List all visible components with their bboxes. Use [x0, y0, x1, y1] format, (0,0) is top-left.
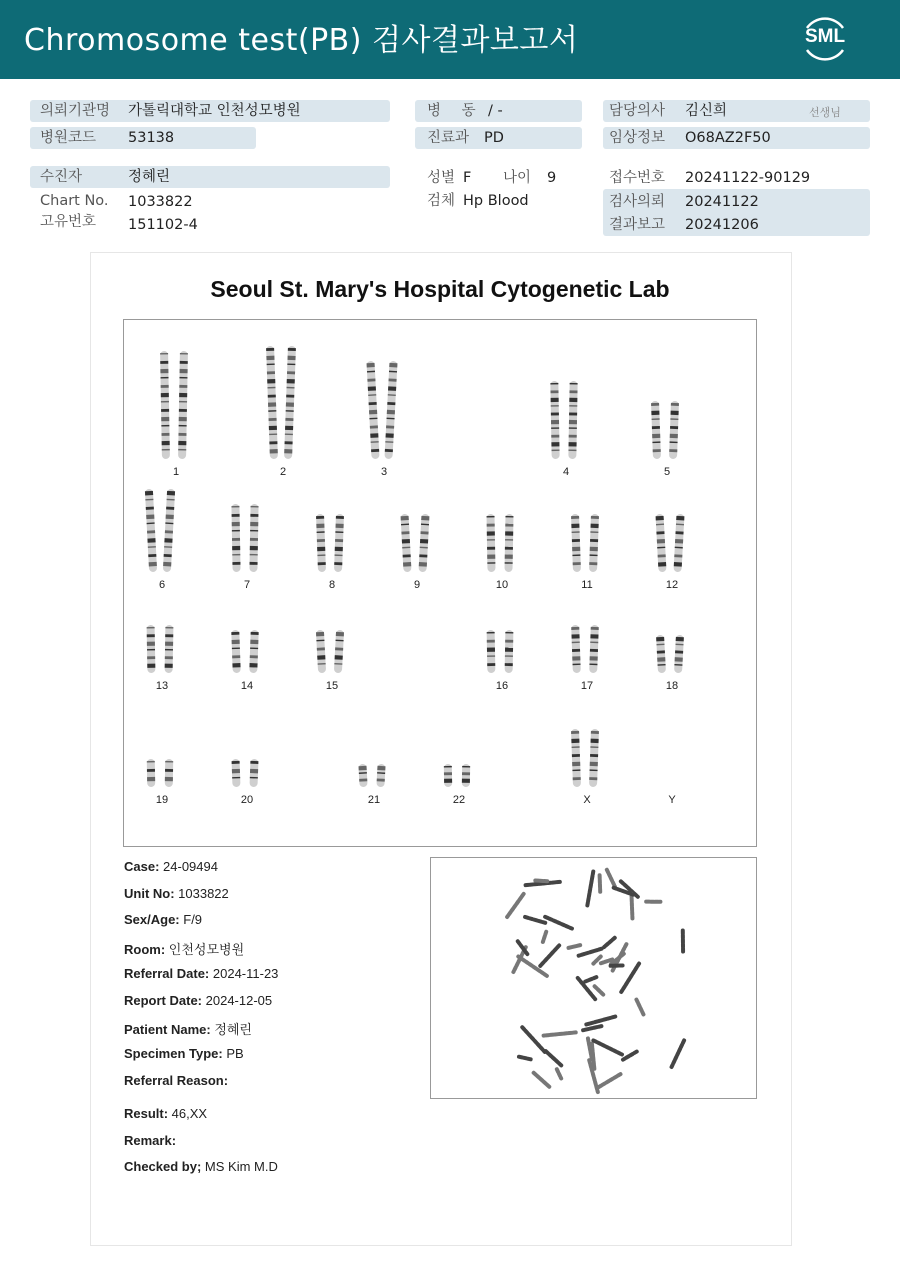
chromosome-label-16: 16 — [495, 680, 509, 692]
report-info-line — [124, 966, 278, 981]
chromosome-pair-1 — [153, 350, 199, 460]
metaphase-chromosome — [568, 945, 580, 948]
age-label: 나이 — [503, 170, 532, 186]
report-info-line — [124, 1046, 244, 1061]
chart-value: 1033822 — [128, 194, 193, 210]
chromosome-pair-4 — [543, 380, 589, 460]
ward-label: 병 동 — [427, 103, 484, 119]
report-info-label: Referral Date: — [124, 966, 210, 981]
report-info-line — [124, 1073, 228, 1088]
metaphase-chromosome — [507, 894, 524, 917]
chromosome-label-11: 11 — [581, 579, 593, 591]
metaphase-chromosome — [598, 1074, 621, 1088]
chromosome-pair-3 — [361, 360, 407, 460]
chromosome-pair-7 — [224, 503, 270, 573]
chromosome-label-4: 4 — [562, 466, 570, 478]
chromosome-pair-6 — [139, 488, 185, 573]
chromosome-label-8: 8 — [328, 579, 336, 591]
report-info-label: Patient Name: — [124, 1022, 211, 1037]
chromosome-label-10: 10 — [495, 579, 509, 591]
report-info-value: 2024-11-23 — [209, 966, 279, 981]
report-info-line — [124, 1159, 278, 1174]
metaphase-chromosome — [600, 875, 601, 892]
metaphase-chromosome — [546, 1051, 562, 1066]
report-info-value: PB — [222, 1046, 244, 1061]
metaphase-chromosome — [535, 880, 547, 881]
report-info-line — [124, 886, 229, 901]
metaphase-chromosome — [534, 1073, 550, 1087]
chromosome-pair-18 — [649, 634, 695, 674]
report-title: Chromosome test(PB) 검사결과보고서 — [24, 23, 579, 58]
chromosome-label-2: 2 — [279, 466, 287, 478]
chromosome-label-21: 21 — [367, 794, 381, 806]
chromosome-pair-15 — [309, 629, 355, 674]
chromosome-pair-14 — [224, 629, 270, 674]
metaphase-chromosome — [519, 1057, 531, 1060]
chromosome-label-15: 15 — [325, 680, 339, 692]
metaphase-chromosome — [607, 870, 615, 887]
metaphase-chromosome — [587, 871, 593, 906]
metaphase-chromosome — [621, 964, 639, 992]
chromosome-label-3: 3 — [380, 466, 388, 478]
chromosome-label-13: 13 — [155, 680, 169, 692]
report-info-line — [124, 939, 244, 958]
metaphase-chromosome — [543, 932, 546, 942]
doctor-label: 담당의사 — [609, 103, 666, 119]
result-report-value: 20241206 — [685, 217, 759, 233]
dept-label: 진료과 — [427, 130, 470, 146]
chromosome-pair-17 — [564, 624, 610, 674]
chromosome-label-6: 6 — [158, 579, 166, 591]
metaphase-spread — [430, 857, 757, 1099]
chromosome-pair-21 — [351, 763, 397, 788]
chromosome-label-18: 18 — [665, 680, 679, 692]
report-info-value: 1033822 — [174, 886, 229, 901]
report-info-value: 인천성모병원 — [165, 942, 245, 957]
report-info-label: Report Date: — [124, 993, 203, 1008]
report-info-line — [124, 1106, 207, 1121]
report-info-value: 정혜린 — [210, 1022, 252, 1037]
chart-label: Chart No. — [40, 193, 109, 209]
chromosome-label-5: 5 — [663, 466, 671, 478]
metaphase-chromosome — [544, 1032, 576, 1035]
chromosome-pair-12 — [649, 513, 695, 573]
report-info-label: Referral Reason: — [124, 1073, 229, 1088]
metaphase-chromosome — [593, 1040, 622, 1054]
unique-value: 151102-4 — [128, 217, 198, 233]
metaphase-chromosome — [672, 1040, 685, 1067]
sex-value: F — [463, 170, 472, 186]
metaphase-chromosome — [631, 894, 632, 919]
chromosome-pair-2 — [260, 345, 306, 460]
chromosome-label-12: 12 — [665, 579, 679, 591]
sml-logo — [797, 12, 853, 66]
report-info-line — [124, 912, 202, 927]
chromosome-pair-5 — [644, 400, 690, 460]
report-info-value: 24-09494 — [159, 859, 218, 874]
chromosome-label-1: 1 — [172, 466, 180, 478]
chromosome-pair-13 — [139, 624, 185, 674]
report-info-label: Remark: — [124, 1133, 177, 1148]
metaphase-chromosome — [604, 938, 615, 947]
specimen-value: Hp Blood — [463, 193, 529, 209]
metaphase-chromosome — [518, 957, 547, 977]
chromosome-pair-20 — [224, 758, 270, 788]
report-info-label: Specimen Type: — [124, 1046, 223, 1061]
metaphase-chromosome — [636, 1000, 643, 1015]
ward-value: / - — [488, 103, 503, 119]
chromosome-pair-8 — [309, 513, 355, 573]
receipt-label: 접수번호 — [609, 170, 666, 186]
metaphase-chromosome — [585, 977, 596, 981]
metaphase-chromosome — [579, 949, 602, 956]
chromosome-label-Y: Y — [668, 794, 676, 806]
report-info-value: 46,XX — [168, 1106, 208, 1121]
chromosome-pair-22 — [436, 763, 482, 788]
lab-title: Seoul St. Mary's Hospital Cytogenetic Lab — [210, 276, 670, 302]
dept-value: PD — [484, 130, 504, 146]
specimen-label: 검체 — [427, 193, 456, 209]
chromosome-pair-10 — [479, 513, 525, 573]
clinical-label: 임상정보 — [609, 130, 666, 146]
chromosome-label-7: 7 — [243, 579, 251, 591]
logo-text: SML — [804, 26, 846, 47]
chromosome-label-9: 9 — [413, 579, 421, 591]
request-label: 검사의뢰 — [609, 194, 666, 210]
chromosome-label-19: 19 — [155, 794, 169, 806]
metaphase-chromosome — [583, 1026, 601, 1030]
metaphase-chromosome — [623, 1052, 637, 1060]
karyogram — [123, 319, 757, 847]
age-value: 9 — [547, 170, 557, 186]
metaphase-chromosome — [525, 917, 546, 923]
request-value: 20241122 — [685, 194, 759, 210]
chromosome-label-X: X — [583, 794, 591, 806]
institution-label: 의뢰기관명 — [40, 103, 111, 119]
chromosome-pair-9 — [394, 513, 440, 573]
chromosome-pair-11 — [564, 513, 610, 573]
doctor-suffix: 선생님 — [809, 106, 841, 119]
report-info-label: Case: — [124, 859, 160, 874]
report-header — [0, 0, 900, 79]
patient-value: 정혜린 — [128, 169, 171, 185]
metaphase-chromosome — [540, 945, 559, 965]
patient-pill — [30, 166, 390, 188]
report-info-line — [124, 1133, 176, 1148]
metaphase-chromosome — [522, 1027, 544, 1052]
chromosome-pair-19 — [139, 758, 185, 788]
report-info-line — [124, 1019, 252, 1038]
institution-value: 가톨릭대학교 인천성모병원 — [128, 103, 301, 119]
report-info-label: Room: — [124, 942, 166, 957]
clinical-value: O68AZ2F50 — [685, 130, 771, 146]
metaphase-chromosome — [595, 986, 604, 995]
metaphase-chromosome — [557, 1069, 561, 1078]
chromosome-label-14: 14 — [240, 680, 254, 692]
report-info-label: Result: — [124, 1106, 169, 1121]
report-info-value: 2024-12-05 — [202, 993, 273, 1008]
report-info-line — [124, 859, 218, 874]
chromosome-label-17: 17 — [580, 680, 594, 692]
doctor-value: 김신희 — [685, 103, 728, 119]
report-info-line — [124, 993, 272, 1008]
hospital-code-value: 53138 — [128, 130, 175, 146]
unique-label: 고유번호 — [40, 214, 97, 230]
metaphase-chromosome — [545, 917, 572, 929]
metaphase-chromosome — [586, 1017, 615, 1025]
chromosome-pair-X — [564, 728, 610, 788]
receipt-value: 20241122-90129 — [685, 170, 811, 186]
report-info-value: F/9 — [179, 912, 203, 927]
chromosome-label-20: 20 — [240, 794, 254, 806]
sex-label: 성별 — [427, 170, 456, 186]
patient-label: 수진자 — [40, 169, 83, 185]
report-info-value: MS Kim M.D — [201, 1159, 278, 1174]
result-report-label: 결과보고 — [609, 217, 666, 233]
report-info-label: Checked by; — [124, 1159, 202, 1174]
chromosome-pair-16 — [479, 629, 525, 674]
report-info-label: Unit No: — [124, 886, 175, 901]
hospital-code-label: 병원코드 — [40, 130, 97, 146]
report-info-label: Sex/Age: — [124, 912, 180, 927]
chromosome-label-22: 22 — [452, 794, 466, 806]
